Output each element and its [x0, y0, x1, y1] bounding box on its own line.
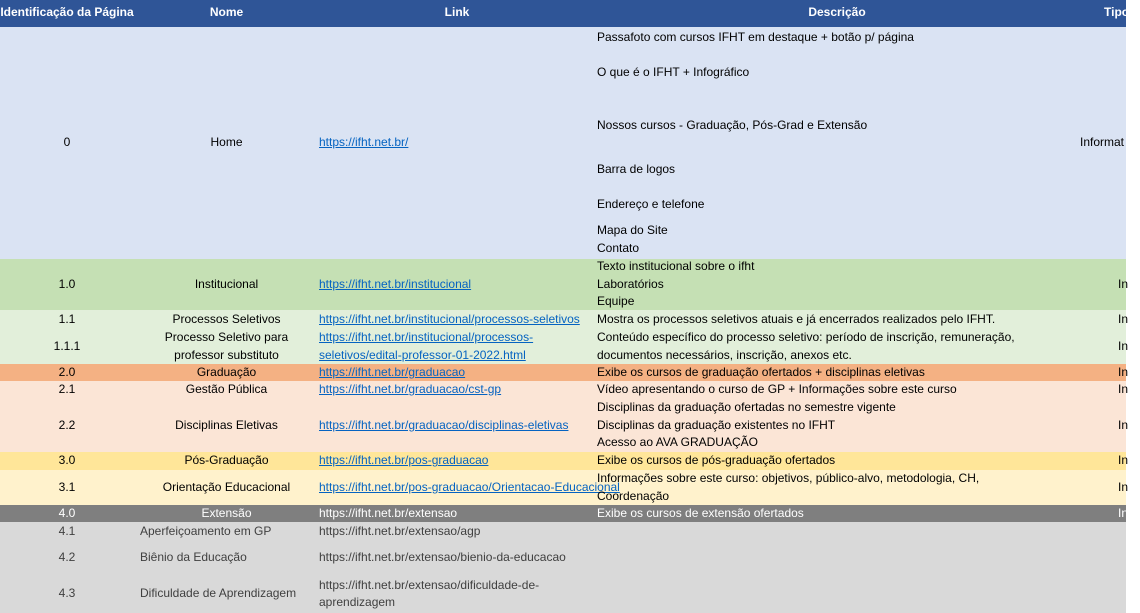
cell-link[interactable] [318, 470, 620, 505]
row-link[interactable]: https://ifht.net.br/extensao/bienio-da-educacao [319, 550, 566, 565]
cell-name[interactable] [134, 310, 319, 329]
row-link[interactable]: https://ifht.net.br/extensao/agp [319, 523, 481, 538]
cell-type[interactable] [1080, 399, 1140, 452]
row-type: In [1118, 417, 1129, 432]
cell-name[interactable] [134, 27, 319, 259]
header-desc[interactable] [597, 0, 1077, 27]
row-type: In [1118, 311, 1129, 326]
cell-type[interactable] [1080, 259, 1140, 310]
table-row [0, 259, 1129, 310]
table-row [0, 505, 1129, 522]
table-row [0, 381, 1129, 399]
row-type: In [1118, 479, 1129, 494]
row-name: Home [210, 135, 243, 150]
cell-id[interactable] [0, 505, 134, 522]
row-name: Aperfeiçoamento em GP [140, 523, 272, 538]
cell-desc[interactable] [597, 399, 1077, 452]
row-type: In [1118, 364, 1129, 379]
row-name: Dificuldade de Aprendizagem [140, 586, 297, 601]
cell-name[interactable] [134, 329, 319, 364]
header-link[interactable] [318, 0, 595, 27]
cell-desc[interactable] [597, 381, 1077, 399]
desc-line: Disciplinas da graduação ofertadas no semestre vigente [597, 400, 896, 415]
desc-line: documentos necessários, inscrição, anexos etc. [597, 347, 852, 362]
desc-line: Mostra os processos seletivos atuais e já encerrados realizados pelo IFHT. [597, 311, 996, 326]
cell-desc[interactable] [597, 505, 1077, 522]
cell-id[interactable] [0, 575, 134, 613]
cell-id[interactable] [0, 399, 134, 452]
cell-type[interactable] [1080, 505, 1140, 522]
row-type: In [1118, 453, 1129, 468]
desc-line: Vídeo apresentando o curso de GP + Informações sobre este curso [597, 382, 957, 397]
cell-name[interactable] [134, 381, 319, 399]
cell-link[interactable] [318, 399, 595, 452]
cell-link[interactable] [318, 575, 595, 613]
row-id: 4.1 [58, 523, 76, 538]
desc-line: Nossos cursos - Graduação, Pós-Grad e Extensão [597, 118, 868, 132]
cell-type[interactable] [1080, 27, 1140, 259]
row-id: 2.2 [58, 417, 76, 432]
table-row [0, 27, 1126, 259]
row-id: 3.1 [58, 479, 76, 494]
cell-name[interactable] [134, 399, 319, 452]
header-name[interactable] [134, 0, 319, 27]
row-name: professor substituto [174, 347, 279, 362]
cell-link[interactable] [318, 381, 595, 399]
desc-line: Passafoto com cursos IFHT em destaque + botão p/ página [597, 30, 914, 44]
row-link[interactable]: https://ifht.net.br/extensao/dificuldade-de- [319, 577, 540, 592]
cell-id[interactable] [0, 381, 134, 399]
row-link[interactable]: https://ifht.net.br/extensao [319, 505, 458, 520]
cell-name[interactable] [134, 452, 319, 470]
cell-link[interactable] [318, 329, 595, 364]
row-name: Biênio da Educação [140, 550, 247, 565]
cell-desc[interactable] [597, 329, 1077, 364]
desc-line: Mapa do Site [597, 223, 668, 237]
row-name: Gestão Pública [185, 382, 268, 397]
table-row [0, 575, 1126, 613]
row-name: Pós-Graduação [184, 453, 269, 468]
row-name: Extensão [201, 505, 252, 520]
desc-line: O que é o IFHT + Infográfico [597, 65, 750, 79]
row-id: 1.1 [58, 311, 76, 326]
row-name: Processos Seletivos [172, 311, 281, 326]
cell-id[interactable] [0, 452, 134, 470]
cell-id[interactable] [0, 259, 134, 310]
desc-line: Conteúdo específico do processo seletivo: período de inscrição, remuneração, [597, 330, 1015, 344]
desc-line: Laboratórios [597, 276, 664, 291]
row-id: 2.0 [58, 364, 76, 379]
row-link[interactable]: https://ifht.net.br/pos-graduacao/Orientacao-Educacional [319, 479, 620, 494]
desc-line: Contato [597, 241, 640, 255]
row-link[interactable]: https://ifht.net.br/institucional/processos- [319, 330, 534, 344]
cell-name[interactable] [134, 522, 319, 541]
table-row [0, 470, 1129, 505]
cell-desc[interactable] [597, 27, 1077, 259]
row-id: 2.1 [58, 382, 76, 397]
cell-link[interactable] [318, 364, 595, 381]
row-type: In [1118, 276, 1129, 291]
cell-link[interactable] [318, 259, 595, 310]
header-link-label: Link [444, 5, 470, 19]
table-row [0, 399, 1129, 452]
cell-name[interactable] [134, 259, 319, 310]
cell-id[interactable] [0, 27, 134, 259]
cell-desc[interactable] [597, 364, 1077, 381]
cell-link[interactable] [318, 452, 595, 470]
cell-type[interactable] [1080, 364, 1140, 381]
row-id: 1.0 [58, 276, 76, 291]
desc-line: Coordenação [597, 488, 670, 503]
desc-line: Equipe [597, 294, 635, 309]
row-name: Orientação Educacional [162, 479, 291, 494]
cell-desc[interactable] [597, 470, 1077, 505]
row-type: In [1118, 382, 1129, 397]
cell-link[interactable] [318, 27, 595, 259]
header-row [0, 0, 1130, 27]
cell-desc[interactable] [597, 310, 1077, 329]
cell-id[interactable] [0, 310, 134, 329]
cell-name[interactable] [134, 505, 319, 522]
header-type[interactable] [1080, 0, 1140, 27]
row-type: Informat [1080, 135, 1125, 150]
row-link[interactable]: seletivos/edital-professor-01-2022.html [319, 347, 526, 362]
cell-type[interactable] [1080, 310, 1140, 329]
desc-line: Disciplinas da graduação existentes no IFHT [597, 417, 836, 432]
row-name: Disciplinas Eletivas [175, 417, 278, 432]
cell-id[interactable] [0, 364, 134, 381]
row-type: In [1118, 338, 1129, 353]
row-id: 3.0 [58, 453, 76, 468]
row-link[interactable]: https://ifht.net.br/institucional/processos-seletivos [319, 311, 580, 326]
row-id: 4.0 [58, 505, 76, 520]
row-id: 0 [63, 135, 71, 150]
row-link[interactable]: aprendizagem [319, 595, 396, 609]
desc-line: Informações sobre este curso: objetivos, público-alvo, metodologia, CH, [597, 471, 980, 485]
cell-name[interactable] [134, 470, 319, 505]
cell-id[interactable] [0, 541, 134, 575]
cell-desc[interactable] [597, 452, 1077, 470]
desc-line: Endereço e telefone [597, 197, 705, 211]
row-link[interactable]: https://ifht.net.br/institucional [319, 276, 472, 291]
row-name: Processo Seletivo para [164, 330, 289, 344]
row-id: 1.1.1 [53, 338, 81, 353]
cell-name[interactable] [134, 364, 319, 381]
cell-type[interactable] [1080, 329, 1140, 364]
row-type: In [1118, 505, 1129, 520]
cell-name[interactable] [134, 541, 319, 575]
table-row [0, 310, 1129, 329]
table-row [0, 452, 1129, 470]
cell-link[interactable] [318, 522, 595, 541]
cell-type[interactable] [1080, 452, 1140, 470]
table-row [0, 541, 1126, 575]
row-link[interactable]: https://ifht.net.br/graduacao/disciplinas-eletivas [319, 417, 569, 432]
table-row [0, 522, 1126, 541]
cell-type[interactable] [1080, 470, 1140, 505]
cell-name[interactable] [134, 575, 319, 613]
row-name: Graduação [196, 364, 257, 379]
row-link[interactable]: https://ifht.net.br/ [319, 135, 409, 150]
desc-line: Texto institucional sobre o ifht [597, 259, 755, 274]
cell-type[interactable] [1080, 381, 1140, 399]
desc-line: Exibe os cursos de extensão ofertados [597, 505, 804, 520]
row-id: 4.3 [58, 586, 76, 601]
cell-link[interactable] [318, 505, 595, 522]
row-link[interactable]: https://ifht.net.br/graduacao/cst-gp [319, 382, 502, 397]
desc-line: Barra de logos [597, 162, 676, 176]
cell-link[interactable] [318, 310, 595, 329]
cell-desc[interactable] [597, 259, 1077, 310]
header-id-label: Identificação da Página [0, 5, 134, 19]
cell-link[interactable] [318, 541, 595, 575]
header-desc-label: Descrição [808, 5, 866, 19]
header-type-label: Tipo [1104, 5, 1130, 19]
row-id: 4.2 [58, 550, 76, 565]
cell-id[interactable] [0, 522, 134, 541]
cell-id[interactable] [0, 329, 134, 364]
cell-id[interactable] [0, 470, 134, 505]
row-link[interactable]: https://ifht.net.br/graduacao [319, 364, 466, 379]
desc-line: Exibe os cursos de graduação ofertados + disciplinas eletivas [597, 364, 925, 379]
header-name-label: Nome [209, 5, 244, 19]
table-row [0, 364, 1129, 381]
header-id[interactable] [0, 0, 134, 27]
table-row [0, 329, 1129, 364]
row-name: Institucional [194, 276, 259, 291]
desc-line: Exibe os cursos de pós-graduação ofertados [597, 453, 836, 468]
row-link[interactable]: https://ifht.net.br/pos-graduacao [319, 453, 489, 468]
desc-line: Acesso ao AVA GRADUAÇÃO [597, 435, 758, 450]
